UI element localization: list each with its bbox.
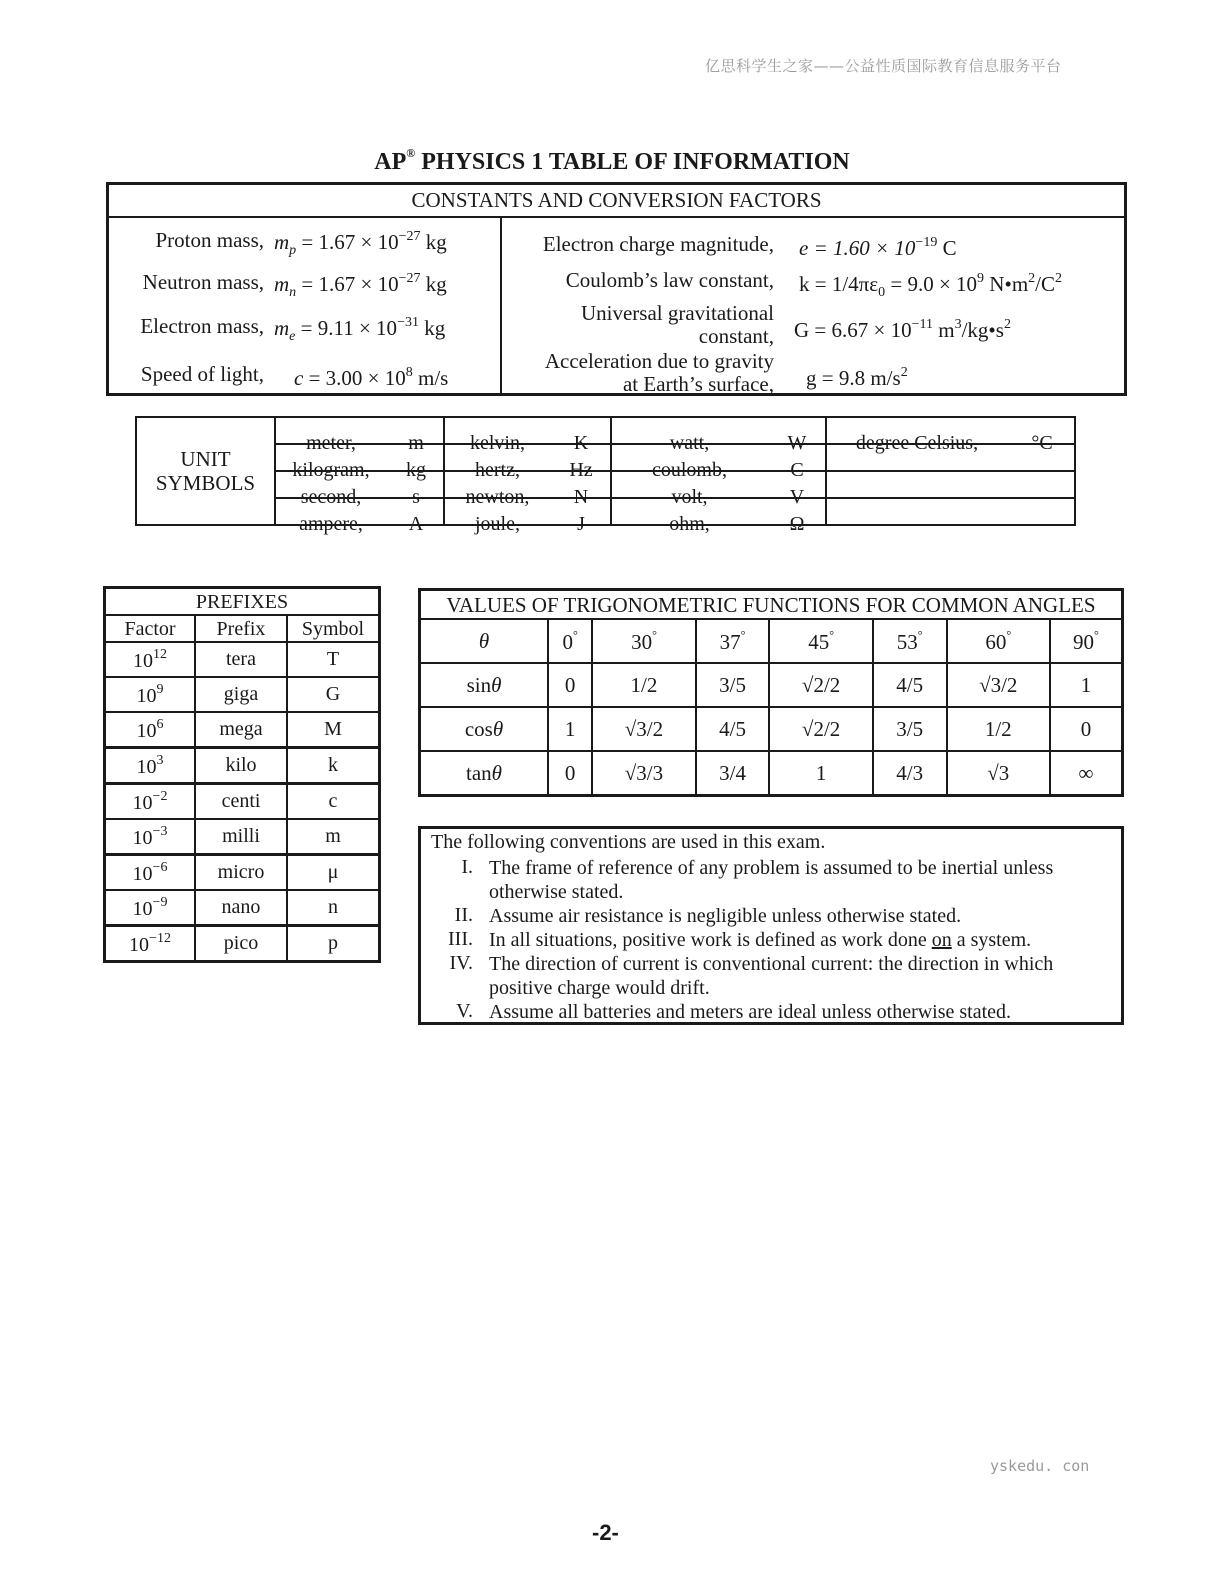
factor-cell: $10^{-9}$ — [105, 890, 196, 926]
function-label: cosθ — [420, 707, 549, 751]
trig-value: 3/5 — [873, 707, 947, 751]
angle-header: 90° — [1050, 619, 1123, 663]
trig-value: 4/3 — [873, 751, 947, 796]
conventions-intro: The following conventions are used in this exam. — [431, 831, 826, 853]
const-value: g = 9.8 $m/s^2$ — [806, 365, 908, 390]
symbol-cell: T — [287, 642, 380, 677]
trig-value: 1/2 — [947, 707, 1050, 751]
const-label: Electron charge magnitude, — [542, 232, 774, 256]
const-label: Proton mass, — [155, 228, 264, 252]
table-cell: newton, N — [444, 471, 611, 498]
table-row — [105, 677, 380, 712]
table-cell: kilogram, kg — [275, 444, 444, 471]
prefix-cell: milli — [195, 819, 287, 855]
table-row — [105, 890, 380, 926]
table-row — [105, 855, 380, 891]
registered-mark: ® — [406, 146, 416, 160]
const-value: $m_n = 1.67 \times 10^{-27}$ kg — [274, 271, 447, 300]
trig-value: √3 — [947, 751, 1050, 796]
trig-value: 4/5 — [873, 663, 947, 707]
symbol-cell: c — [287, 784, 380, 820]
conventions-box: The following conventions are used in this exam. I. The frame of reference of any problem is assumed to be inertial unless otherwise stated. II. Assume air resistance is negligible unless otherwise stated. III. In all situations, positive work is defined as work done on a system. IV. The direction of current is conventional current: the direction in which positive charge would drift. V. Assume all batteries and meters are ideal unless otherwise stated. — [418, 826, 1124, 1025]
angle-header: 60° — [947, 619, 1050, 663]
table-cell: ohm, Ω — [611, 498, 826, 525]
table-row — [136, 417, 1075, 444]
prefix-cell: centi — [195, 784, 287, 820]
prefix-cell: micro — [195, 855, 287, 891]
column-header: Factor — [105, 615, 196, 642]
table-cell — [826, 498, 1075, 525]
const-label: Acceleration due to gravity at Earth’s surface, — [544, 349, 774, 396]
prefix-cell: nano — [195, 890, 287, 926]
constants-divider — [500, 216, 502, 393]
table-cell: coulomb, C — [611, 444, 826, 471]
table-cell: degree Celsius, °C — [826, 417, 1075, 444]
trig-value: 1 — [548, 707, 592, 751]
symbol-cell: p — [287, 926, 380, 962]
prefixes-table — [103, 586, 381, 963]
trig-value: 0 — [1050, 707, 1123, 751]
angle-header: 30° — [592, 619, 695, 663]
trig-value: 4/5 — [696, 707, 770, 751]
trig-value: 3/4 — [696, 751, 770, 796]
table-row — [136, 471, 1075, 498]
table-header-row — [105, 615, 380, 642]
const-label: Coulomb’s law constant, — [565, 268, 774, 292]
constants-box — [106, 182, 1127, 396]
column-header: Prefix — [195, 615, 287, 642]
trig-value: 3/5 — [696, 663, 770, 707]
table-row — [105, 926, 380, 962]
const-value: $e = 1.60 \times 10^{-19}$ C — [799, 235, 957, 260]
factor-cell: $10^9$ — [105, 677, 196, 712]
table-row — [105, 642, 380, 677]
table-cell: ampere, A — [275, 498, 444, 525]
prefix-cell: kilo — [195, 748, 287, 784]
prefix-cell: pico — [195, 926, 287, 962]
page-number: -2- — [592, 1520, 619, 1545]
watermark-header: 亿思科学生之家——公益性质国际教育信息服务平台 — [705, 57, 1062, 75]
trig-value: 1 — [769, 751, 872, 796]
symbol-cell: m — [287, 819, 380, 855]
symbol-cell: μ — [287, 855, 380, 891]
table-cell — [826, 444, 1075, 471]
table-cell: hertz, Hz — [444, 444, 611, 471]
table-row — [420, 663, 1123, 707]
const-label: Universal gravitational constant, — [580, 301, 774, 348]
table-row — [105, 819, 380, 855]
page-title — [0, 146, 1224, 176]
const-value: $G = 6.67 \times 10^{-11}$ $m^3/kg•s^2$ — [794, 317, 1011, 342]
trig-value: √3/2 — [947, 663, 1050, 707]
function-label: tanθ — [420, 751, 549, 796]
prefix-cell: tera — [195, 642, 287, 677]
table-header-row — [420, 619, 1123, 663]
const-label: Speed of light, — [140, 362, 264, 386]
angle-header: 0° — [548, 619, 592, 663]
trig-value: √2/2 — [769, 707, 872, 751]
function-label: sinθ — [420, 663, 549, 707]
trig-value: 0 — [548, 751, 592, 796]
factor-cell: $10^{12}$ — [105, 642, 196, 677]
table-row — [105, 748, 380, 784]
const-value: $m_p = 1.67 \times 10^{-27}$ kg — [274, 229, 447, 258]
const-value: $m_e = 9.11 \times 10^{-31}$ kg — [274, 315, 446, 344]
constants-header: CONSTANTS AND CONVERSION FACTORS — [109, 185, 1124, 218]
const-label: Neutron mass, — [142, 270, 264, 294]
factor-cell: $10^{-12}$ — [105, 926, 196, 962]
const-label: Electron mass, — [140, 314, 264, 338]
table-cell: joule, J — [444, 498, 611, 525]
factor-cell: $10^6$ — [105, 712, 196, 748]
trig-value: 1 — [1050, 663, 1123, 707]
table-row — [105, 588, 380, 616]
table-row — [136, 444, 1075, 471]
angle-header: 53° — [873, 619, 947, 663]
prefix-cell: giga — [195, 677, 287, 712]
trig-value: ∞ — [1050, 751, 1123, 796]
angle-header: 45° — [769, 619, 872, 663]
trig-value: √2/2 — [769, 663, 872, 707]
prefixes-header: PREFIXES — [105, 588, 380, 616]
const-value: $c = 3.00 \times 10^8$ m/s — [294, 365, 449, 390]
table-row — [105, 712, 380, 748]
theta-header: θ — [420, 619, 549, 663]
table-row — [420, 590, 1123, 620]
trig-value: 1/2 — [592, 663, 695, 707]
table-cell: kelvin, K — [444, 417, 611, 444]
prefix-cell: mega — [195, 712, 287, 748]
symbol-cell: M — [287, 712, 380, 748]
table-cell: volt, V — [611, 471, 826, 498]
trig-value: 0 — [548, 663, 592, 707]
table-cell — [826, 471, 1075, 498]
table-row — [105, 784, 380, 820]
title-main: PHYSICS 1 TABLE OF INFORMATION — [415, 149, 850, 175]
symbol-cell: n — [287, 890, 380, 926]
factor-cell: $10^{-3}$ — [105, 819, 196, 855]
table-row — [420, 751, 1123, 796]
symbol-cell: k — [287, 748, 380, 784]
watermark-footer: yskedu. con — [990, 1457, 1090, 1475]
table-cell: second, s — [275, 471, 444, 498]
unit-symbols-table — [135, 416, 1076, 535]
table-cell: meter, m — [275, 417, 444, 444]
table-row — [420, 707, 1123, 751]
title-prefix: AP — [374, 149, 407, 175]
unit-symbols-header: UNIT SYMBOLS — [136, 417, 275, 525]
factor-cell: $10^{-6}$ — [105, 855, 196, 891]
factor-cell: $10^{-2}$ — [105, 784, 196, 820]
factor-cell: $10^3$ — [105, 748, 196, 784]
column-header: Symbol — [287, 615, 380, 642]
trig-value: √3/2 — [592, 707, 695, 751]
trig-values-table — [418, 588, 1124, 797]
trig-header: VALUES OF TRIGONOMETRIC FUNCTIONS FOR COMMON ANGLES — [420, 590, 1123, 620]
table-row — [136, 498, 1075, 525]
symbol-cell: G — [287, 677, 380, 712]
angle-header: 37° — [696, 619, 770, 663]
trig-value: √3/3 — [592, 751, 695, 796]
table-cell: watt, W — [611, 417, 826, 444]
const-value: $k = 1/4\pi\varepsilon_0 = 9.0 \times 10^9$ $N•m^2/C^2$ — [799, 271, 1062, 300]
